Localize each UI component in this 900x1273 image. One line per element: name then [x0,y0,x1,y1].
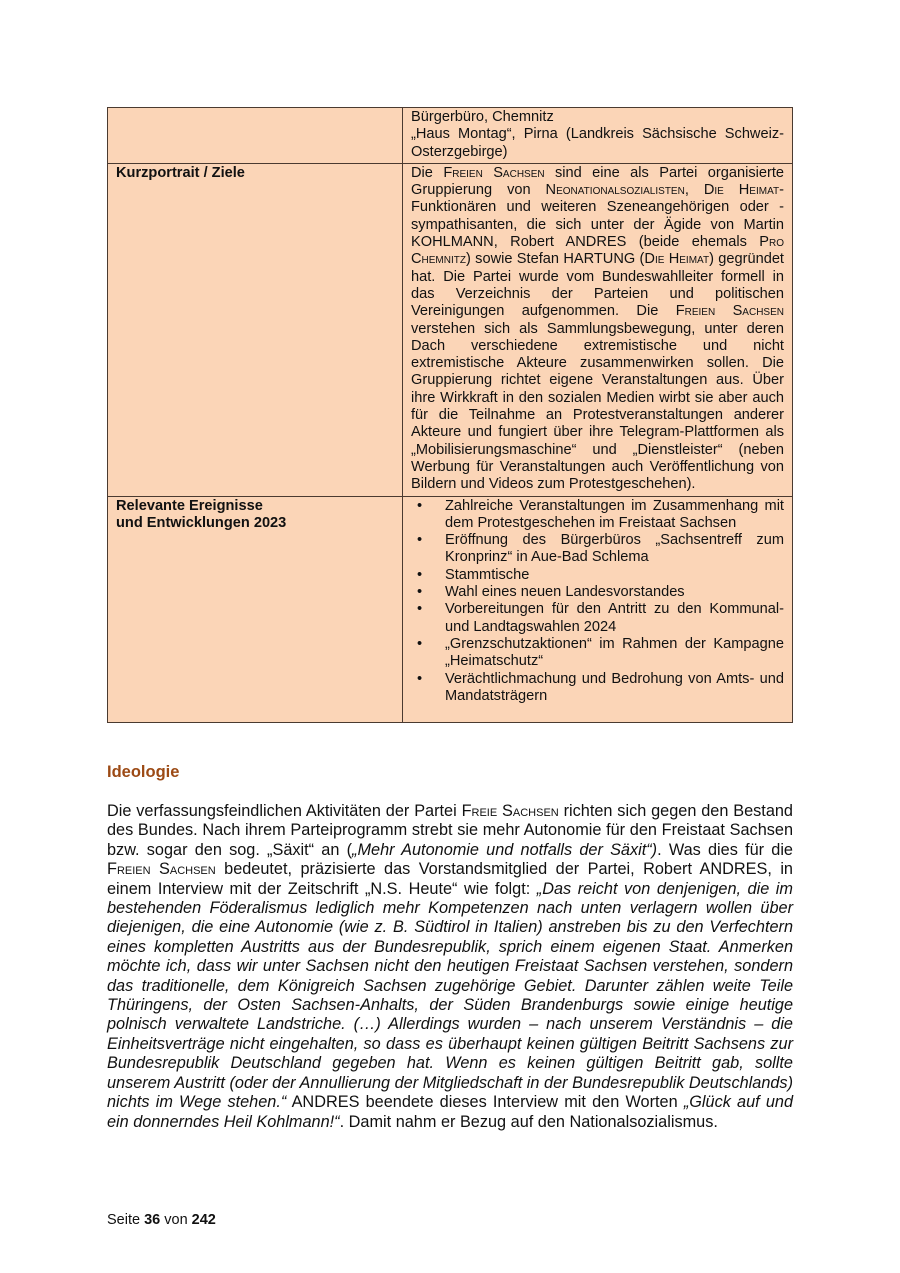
locations-content-cell [403,108,793,164]
page-footer [107,1212,216,1228]
events-label-line: Relevante Ereignisse [116,497,263,514]
footer-middle: von [160,1212,192,1228]
location-haus-montag: „Haus Montag“, Pirna (Landkreis Sächsische Schweiz- [411,126,784,143]
portrait-text-part: -Funktionären und weiteren Szeneangehörigen oder -sympathisanten, die sich unter der Ägide von Martin KOHLMANN, Robert ANDRES (beide ehemals [411,182,784,251]
portrait-text [403,163,793,496]
portrait-text-part: ) gegründet hat. Die Partei wurde vom Bundeswahlleiter formell in das Verzeichnis der Parteien und politischen Vereinigungen aufgenommen. Die [411,251,784,320]
bullet-icon: • [417,566,423,583]
party-name-die-heimat: Die Heimat [703,182,780,199]
portrait-label: Kurzportrait / Ziele [108,163,403,496]
quote-interview-andres: „Das reicht von denjenigen, die im bestehenden Föderalismus lediglich mehr Kompetenzen nach unten verlagern wollen über diejenigen, die eine Autonomie (wie z. B. Südtirol in Italien) anstreben bis zu den Verfechtern eines kompletten Austritts aus der Bundesrepublik, sprich einem eigenen Staat. Anmerken möchte ich, dass wir unter Sachsen nicht den heutigen Freistaat Sachsen verstehen, sondern das traditionelle, dem Königreich Sachsen zugehörige Gebiet. Darunter zählen weite Teile Thüringens, der Osten Sachsen-Anhalts, der Süden Brandenburgs sowie einige heutige polnisch verwaltete Landstriche. (…) Allerdings wurden – nach unserem Verständnis – die Einheitsverträge nicht eingehalten, so dass es überhaupt keinen gültigen Beitritt Sachsens zur Bundesrepublik Deutschland gegeben hat. Wenn es keinen gültigen Beitritt gab, sollte unserem Austritt (oder der Annullierung der Mitgliedschaft in der Bundesrepublik Deutschlands) nichts im Wege stehen.“ [107,879,793,1112]
portrait-text-part: sind eine als Partei organisierte Gruppierung von [411,164,785,199]
party-name-freien-sachsen: Freien Sachsen [675,303,784,320]
portrait-text-part: ) sowie Stefan HARTUNG ( [465,251,645,268]
bullet-icon: • [417,497,423,514]
party-name-die-heimat: Die Heimat [644,251,710,268]
list-item-text: Verächtlichmachung und Bedrohung von Amts- und Mandatsträgern [445,670,784,704]
portrait-text-part: Die [411,164,444,181]
party-name-freien-sachsen: Freien Sachsen [107,860,216,879]
quote-saexit: „Mehr Autonomie und notfalls der Säxit“) [352,840,658,859]
party-name-freien-sachsen: Freien Sachsen [443,164,545,181]
list-item-text: Eröffnung des Bürgerbüros „Sachsentreff zum Kronprinz“ in Aue-Bad Schlema [445,532,784,566]
locations-label-cell [108,108,403,164]
party-name-freie-sachsen: Freie Sachsen [461,802,559,820]
bullet-icon: • [417,584,423,601]
bullet-icon: • [417,670,423,687]
paragraph-text-part: bedeutet, präzisierte das Vorstandsmitglied der Partei, Robert ANDRES, in einem Interview mit der Zeitschrift „N.S. Heute“ wie folgt: [107,860,793,898]
current-page-number: 36 [144,1212,161,1228]
paragraph-text-part: ANDRES beendete dieses Interview mit den Worten [286,1093,684,1112]
paragraph-text-part: richten sich gegen den Bestand des Bundes. Nach ihrem Parteiprogramm strebt sie mehr Autonomie für den Freistaat Sachsen bzw. sogar den sog. „Säxit“ an ( [107,802,793,859]
ideologie-paragraph [107,802,793,1132]
list-item [411,498,784,533]
bullet-icon: • [417,635,423,652]
quote-closing-words: „Glück auf und ein donnerndes Heil Kohlmann!“ [107,1093,793,1131]
list-item [411,584,784,601]
portrait-text-part: verstehen sich als Sammlungsbewegung, unter deren Dach verschiedene extremistische und nicht extremistische Akteure zusammenwirken sollen. Die Gruppierung richtet eigene Veranstaltungen aus. Über ihre Wirkkraft in den sozialen Medien wirbt sie aber auch für die Teilnahme an Protestveranstaltungen anderer Akteure und fungiert über ihre Telegram-Plattformen als „Mobilisierungsmaschine“ und „Dienstleister“ (neben Werbung für Veranstaltungen auch Veröffentlichung von Bildern und Videos zum Protestgeschehen). [411,320,784,493]
events-list-cell [403,496,793,723]
portrait-text-part: , [684,182,704,199]
table-row-locations [108,108,793,164]
list-item [411,601,784,636]
list-item [411,636,784,671]
footer-prefix: Seite [107,1212,145,1228]
location-buergerbuero: Bürgerbüro, Chemnitz [411,109,554,125]
total-page-count: 242 [191,1212,216,1228]
bullet-icon: • [417,601,423,618]
list-item-text: Zahlreiche Veranstaltungen im Zusammenhang mit dem Protestgeschehen im Freistaat Sachsen [445,497,784,531]
paragraph-text-part: . Damit nahm er Bezug auf den Nationalsozialismus. [339,1112,718,1131]
events-label-line: und Entwicklungen 2023 [116,514,287,531]
list-item [411,532,784,567]
table-row-events [108,496,793,723]
table-row-portrait [108,163,793,496]
section-heading-ideologie: Ideologie [107,763,180,781]
list-item-text: Wahl eines neuen Landesvorstandes [445,584,685,601]
events-list [411,498,784,706]
location-haus-montag-cont: Osterzgebirge) [411,143,508,160]
list-item-text: Vorbereitungen für den Antritt zu den Kommunal- und Landtagswahlen 2024 [445,601,784,635]
term-neonationalsozialisten: Neonationalsozialisten [545,182,685,199]
list-item [411,671,784,706]
list-item-text: Stammtische [445,566,530,583]
paragraph-text-part: . Was dies für die [657,840,793,859]
info-table [107,107,793,723]
party-name-pro-chemnitz: Pro Chemnitz [411,234,784,268]
list-item-text: „Grenzschutzaktionen“ im Rahmen der Kampagne „Heimatschutz“ [445,635,784,670]
events-label [108,496,403,723]
bullet-icon: • [417,532,423,549]
paragraph-text-part: Die verfassungsfeindlichen Aktivitäten der Partei [107,802,462,820]
list-item [411,567,784,584]
